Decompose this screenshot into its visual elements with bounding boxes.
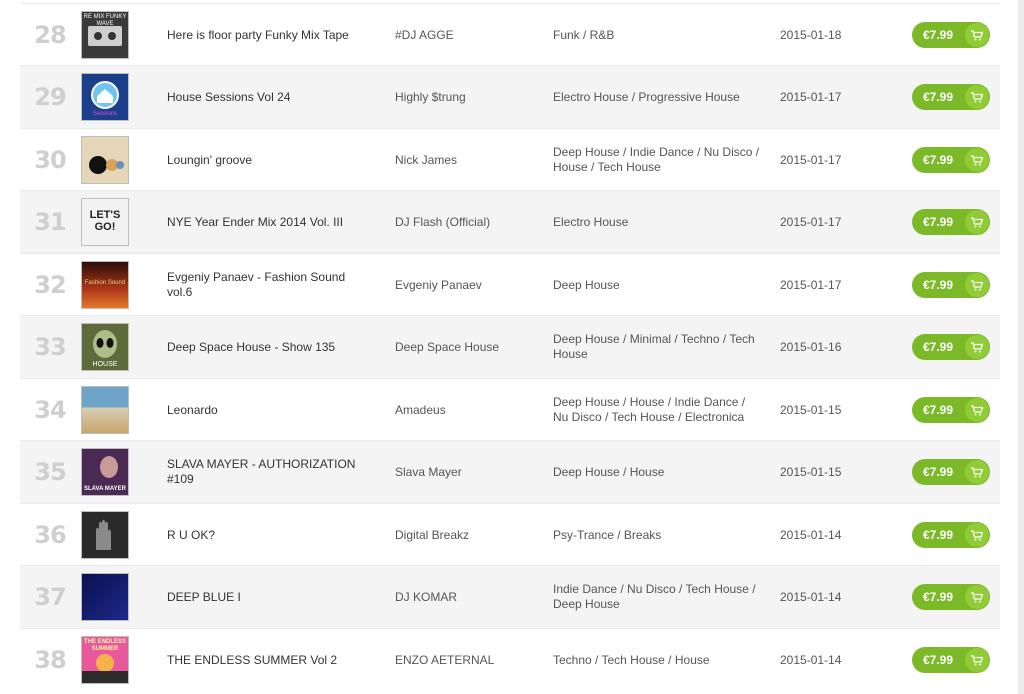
track-genre[interactable]: Deep House: [553, 277, 620, 292]
track-date: 2015-01-18: [780, 28, 842, 42]
cover-caption: HOUSE: [92, 361, 118, 368]
track-rank: 28: [34, 21, 66, 49]
buy-button[interactable]: [912, 584, 990, 610]
cover-caption: LET'S GO!: [89, 209, 121, 233]
track-row: [20, 378, 1000, 441]
track-rank: 35: [34, 458, 66, 486]
track-row: [20, 503, 1000, 566]
track-row: [20, 565, 1000, 628]
cart-icon: [965, 148, 989, 172]
track-row: [20, 3, 1000, 66]
track-artist[interactable]: #DJ AGGE: [395, 28, 454, 42]
track-artist[interactable]: Amadeus: [395, 403, 446, 417]
track-genre[interactable]: Deep House / House: [553, 464, 665, 479]
track-genre[interactable]: Deep House / Indie Dance / Nu Disco / House / Tech House: [553, 145, 760, 174]
track-title[interactable]: Here is floor party Funky Mix Tape: [167, 27, 349, 42]
cover-caption: THE ENDLESS SUMMER: [83, 639, 126, 652]
price-label: €7.99: [922, 465, 954, 479]
track-artist[interactable]: Nick James: [395, 153, 458, 167]
track-artist[interactable]: Digital Breakz: [395, 528, 470, 542]
track-genre[interactable]: Techno / Tech House / House: [553, 652, 710, 667]
cart-icon: [965, 585, 989, 609]
price-label: €7.99: [922, 28, 954, 42]
cart-icon: [965, 460, 989, 484]
track-genre[interactable]: Deep House / House / Indie Dance / Nu Disco / Tech House / Electronica: [553, 395, 746, 424]
buy-button[interactable]: [912, 209, 990, 235]
price-label: €7.99: [922, 215, 954, 229]
cart-icon: [965, 23, 989, 47]
track-title[interactable]: R U OK?: [167, 527, 216, 542]
track-row: [20, 315, 1000, 378]
track-genre[interactable]: Funk / R&B: [553, 27, 615, 42]
track-rank: 34: [34, 396, 66, 424]
track-rank: 29: [34, 83, 66, 111]
track-title[interactable]: Evgeniy Panaev - Fashion Sound vol.6: [167, 270, 346, 299]
buy-button[interactable]: [912, 334, 990, 360]
track-date: 2015-01-16: [780, 340, 842, 354]
track-artist[interactable]: Deep Space House: [395, 340, 500, 354]
buy-button[interactable]: [912, 647, 990, 673]
cover-art[interactable]: [81, 573, 129, 621]
price-label: €7.99: [922, 278, 954, 292]
cart-icon: [965, 648, 989, 672]
track-title[interactable]: Leonardo: [167, 402, 218, 417]
cover-art[interactable]: [81, 448, 129, 496]
track-artist[interactable]: Slava Mayer: [395, 465, 462, 479]
price-label: €7.99: [922, 90, 954, 104]
cart-icon: [965, 335, 989, 359]
track-artist[interactable]: DJ Flash (Official): [395, 215, 491, 229]
track-title[interactable]: House Sessions Vol 24: [167, 89, 291, 104]
track-date: 2015-01-14: [780, 653, 842, 667]
buy-button[interactable]: [912, 459, 990, 485]
cover-art[interactable]: [81, 386, 129, 434]
track-row: [20, 628, 1000, 691]
cover-caption: SLAVA MAYER: [83, 486, 126, 492]
track-rank: 32: [34, 271, 66, 299]
cover-art[interactable]: [81, 198, 129, 246]
track-title[interactable]: SLAVA MAYER - AUTHORIZATION #109: [167, 457, 356, 486]
cover-art[interactable]: [81, 323, 129, 371]
cart-icon: [965, 273, 989, 297]
track-artist[interactable]: Highly $trung: [395, 90, 466, 104]
buy-button[interactable]: [912, 272, 990, 298]
track-rank: 31: [34, 208, 66, 236]
cover-art[interactable]: [81, 511, 129, 559]
track-date: 2015-01-14: [780, 590, 842, 604]
track-row: [20, 253, 1000, 316]
track-rank: 30: [34, 146, 66, 174]
cover-caption: Sessions: [92, 111, 118, 117]
price-label: €7.99: [922, 590, 954, 604]
track-date: 2015-01-15: [780, 465, 842, 479]
track-row: [20, 65, 1000, 128]
buy-button[interactable]: [912, 22, 990, 48]
track-date: 2015-01-17: [780, 215, 842, 229]
track-genre[interactable]: Electro House: [553, 214, 629, 229]
track-genre[interactable]: Indie Dance / Nu Disco / Tech House / Deep House: [553, 582, 756, 611]
price-label: €7.99: [922, 403, 954, 417]
track-artist[interactable]: Evgeniy Panaev: [395, 278, 482, 292]
track-artist[interactable]: ENZO AETERNAL: [395, 653, 495, 667]
cover-art[interactable]: [81, 73, 129, 121]
track-title[interactable]: Deep Space House - Show 135: [167, 339, 336, 354]
price-label: €7.99: [922, 528, 954, 542]
track-title[interactable]: Loungin' groove: [167, 152, 253, 167]
cover-art[interactable]: [81, 261, 129, 309]
track-rank: 38: [34, 646, 66, 674]
price-label: €7.99: [922, 153, 954, 167]
track-date: 2015-01-17: [780, 153, 842, 167]
track-title[interactable]: DEEP BLUE I: [167, 589, 241, 604]
buy-button[interactable]: [912, 397, 990, 423]
track-artist[interactable]: DJ KOMAR: [395, 590, 458, 604]
cover-caption: Fashion Sound: [84, 280, 126, 286]
track-rank: 36: [34, 521, 66, 549]
cart-icon: [965, 85, 989, 109]
price-label: €7.99: [922, 340, 954, 354]
cart-icon: [965, 523, 989, 547]
cart-icon: [965, 210, 989, 234]
cover-art[interactable]: [81, 136, 129, 184]
track-date: 2015-01-17: [780, 90, 842, 104]
track-date: 2015-01-14: [780, 528, 842, 542]
track-genre[interactable]: Electro House / Progressive House: [553, 89, 740, 104]
track-row: [20, 190, 1000, 253]
cover-caption: RE MIX FUNKY WAVE: [83, 14, 127, 27]
track-rank: 37: [34, 583, 66, 611]
buy-button[interactable]: [912, 522, 990, 548]
cover-art[interactable]: [81, 636, 129, 684]
track-row: [20, 128, 1000, 191]
track-genre[interactable]: Psy-Trance / Breaks: [553, 527, 662, 542]
track-date: 2015-01-15: [780, 403, 842, 417]
track-rank: 33: [34, 333, 66, 361]
cover-art[interactable]: [81, 11, 129, 59]
track-title[interactable]: NYE Year Ender Mix 2014 Vol. III: [167, 214, 344, 229]
track-row: [20, 440, 1000, 503]
buy-button[interactable]: [912, 84, 990, 110]
price-label: €7.99: [922, 653, 954, 667]
cart-icon: [965, 398, 989, 422]
track-genre[interactable]: Deep House / Minimal / Techno / Tech House: [553, 332, 755, 361]
page-edge: [1018, 0, 1024, 694]
track-title[interactable]: THE ENDLESS SUMMER Vol 2: [167, 652, 338, 667]
buy-button[interactable]: [912, 147, 990, 173]
track-date: 2015-01-17: [780, 278, 842, 292]
